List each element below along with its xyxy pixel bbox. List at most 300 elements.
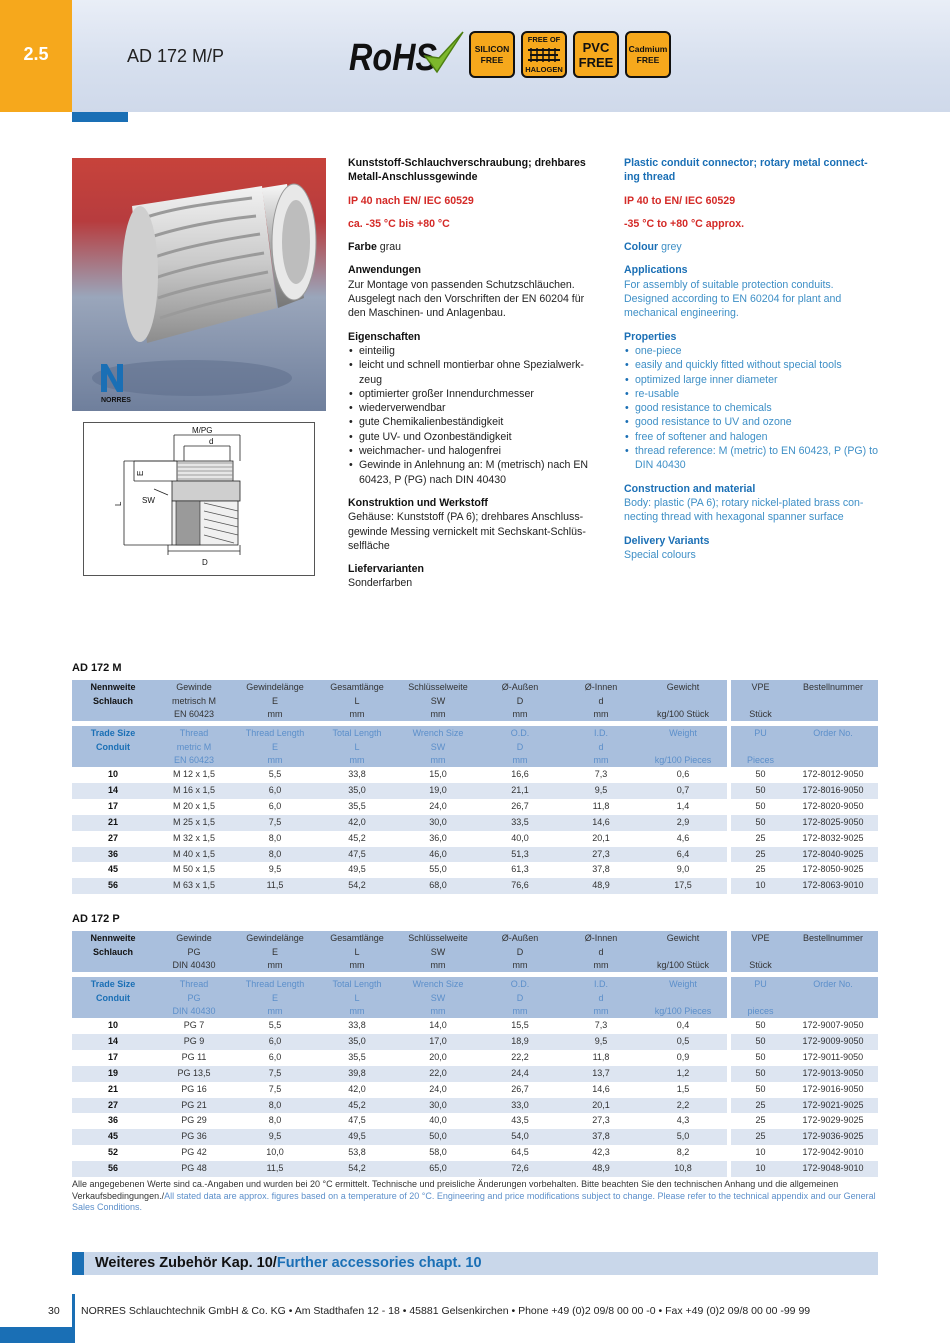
table-row [72,831,878,847]
table-cell: 25 [755,848,766,859]
header-cell [733,726,788,767]
title-en: Plastic conduit connector; rotary metal connect-ing thread [624,157,868,184]
header-line: d [598,946,604,957]
table-cell: 37,8 [592,1131,610,1142]
pvc-free-badge [573,31,619,78]
header-line: metric M [176,741,212,752]
header-line: Nennweite [90,682,136,692]
header-line: D [516,695,524,706]
column-separator [727,931,731,1177]
header-line: Gesamtlänge [330,933,384,943]
table-cell: 11,5 [266,1163,284,1174]
table-cell: 172-8063-9010 [802,880,864,891]
table-cell: 0,6 [676,769,690,779]
accessories-en: Further accessories chapt. 10 [276,1255,482,1271]
header-line: mm [349,709,365,719]
table-cell: PG 36 [181,1131,207,1142]
table-cell: 172-9048-9010 [802,1163,864,1174]
delivery-heading-en: Delivery Variants [624,534,710,547]
colour-en [624,240,880,254]
table-cell: 65,0 [429,1163,447,1174]
table-row [72,815,878,831]
header-line: DIN 40430 [172,1006,216,1016]
header-line: SW [430,741,446,752]
header-line: Schlauch [92,946,133,957]
table-cell: 1,2 [676,1067,690,1078]
table-cell: 10 [755,1147,766,1158]
norres-logo-text: NORRES [101,397,131,404]
description-german [348,156,596,591]
title-de: Kunststoff-Schlauchverschraubung; drehbares Metall-Anschlussgewinde [348,157,586,184]
header-line [72,959,154,973]
header-line [642,946,724,960]
table-cell: 50 [755,1035,766,1046]
header-line [642,992,724,1006]
table-cell: 53,8 [348,1147,366,1158]
table-cell: 52 [107,1147,118,1158]
table-cell: 7,5 [268,1067,282,1078]
table-cell: 172-8012-9050 [802,769,864,779]
header-line: mm [349,960,365,970]
badge-line: HALOGEN [525,65,563,74]
header-cell [316,726,398,767]
table-cell: M 50 x 1,5 [172,864,216,875]
table-cell: 35,0 [348,784,366,795]
table-cell: 172-9029-9025 [802,1115,864,1126]
table-cell: 17 [107,1051,118,1062]
table-cell: PG 29 [181,1115,207,1126]
header-cell [561,680,641,721]
table-cell: 2,9 [676,816,690,827]
table-cell: 172-9016-9050 [802,1083,864,1094]
header-line: L [354,946,360,957]
table-cell: 7,5 [268,816,282,827]
table-cell: 37,8 [592,864,610,875]
header-line: d [598,695,604,706]
header-line [788,754,878,768]
table-cell: 48,9 [592,880,610,891]
table-cell: 10 [107,1020,118,1030]
header-line: Nennweite [90,933,136,943]
cadmium-free-badge [625,31,671,78]
table-cell: 56 [107,880,118,891]
header-line: E [271,741,278,752]
table-cell: 172-9013-9050 [802,1067,864,1078]
table-row [72,1082,878,1098]
header-line: Ø-Außen [501,933,539,943]
list-item: • easily and quickly fitted without special tools [624,358,880,372]
header-line: mm [593,755,609,765]
ip-rating-de: IP 40 nach EN/ IEC 60529 [348,194,474,207]
header-cell [316,931,398,972]
table-cell: 61,3 [511,864,529,875]
table-header-en [72,977,878,1018]
header-cell [561,726,641,767]
product-title: AD 172 M/P [127,46,225,66]
table-cell: 7,3 [594,1020,608,1030]
header-cell [733,977,788,1018]
table-p-title: AD 172 P [72,913,120,925]
list-item: • good resistance to chemicals [624,401,880,415]
header-line: Conduit [96,741,130,752]
applications-heading-en: Applications [624,264,688,277]
table-cell: 172-8032-9025 [802,832,864,843]
header-line: Ø-Außen [501,682,539,692]
table-cell: 17,5 [674,880,692,891]
header-cell [642,680,724,721]
temperature-en: -35 °C to +80 °C approx. [624,217,745,230]
properties-list-en [624,344,880,473]
table-cell: 172-8025-9050 [802,816,864,827]
table-cell: 8,0 [268,1115,282,1126]
table-cell: 27,3 [592,1115,610,1126]
table-cell: 26,7 [511,800,529,811]
footnote-en: All stated data are approx. figures based on a temperature of 20 °C. Engineering and price modifications subject to change. Please refer to the technical appendix and our General Sales Conditions. [72,1190,876,1213]
header-line: EN 60423 [173,755,215,765]
colour-de [348,240,596,254]
table-cell: 27 [107,832,118,843]
table-cell: 21,1 [511,784,529,795]
page-number: 30 [48,1305,60,1317]
delivery-text-en: Special colours [624,548,696,561]
header-cell [733,931,788,972]
footnote [72,1179,878,1214]
dim-e: E [136,470,145,476]
table-cell: 172-9036-9025 [802,1131,864,1142]
table-cell: 47,5 [348,1115,366,1126]
table-cell: M 20 x 1,5 [172,800,216,811]
header-line: Conduit [96,992,130,1003]
table-cell: 5,5 [268,769,282,779]
table-cell: 15,0 [429,769,447,779]
table-m [72,680,878,895]
colour-value: grau [376,241,402,254]
table-cell: 46,0 [429,848,447,859]
header-cell [642,931,724,972]
list-item: • re-usable [624,387,880,401]
header-cell [398,931,478,972]
header-cell [479,931,561,972]
table-cell: 172-8040-9025 [802,848,864,859]
header-line: mm [267,755,283,765]
table-cell: 11,8 [592,1051,610,1062]
table-cell: 0,4 [676,1020,690,1030]
table-header-de [72,680,878,721]
badge-line: Cadmium [628,43,668,54]
header-cell [788,680,878,721]
header-cell [235,977,315,1018]
technical-drawing [83,422,315,576]
header-line: mm [593,709,609,719]
table-cell: 50 [755,1067,766,1078]
table-cell: M 63 x 1,5 [172,880,216,891]
table-cell: 20,0 [429,1051,447,1062]
header-cell [398,726,478,767]
header-line: mm [512,1006,528,1016]
dimension-drawing [84,423,314,575]
applications-heading-de: Anwendungen [348,264,421,277]
table-cell: 45 [107,864,118,875]
table-cell: 14,0 [429,1020,447,1030]
header-line: Stück [749,960,772,970]
description-english [624,156,880,562]
table-cell: 54,0 [511,1131,529,1142]
header-line: E [271,946,278,957]
table-cell: M 40 x 1,5 [172,848,216,859]
header-cell [479,977,561,1018]
header-line: Gewinde [176,682,212,692]
table-cell: 172-8050-9025 [802,864,864,875]
header-line: mm [430,1006,446,1016]
header-line [733,992,788,1006]
table-cell: 14 [107,1035,118,1046]
table-cell: 36,0 [429,832,447,843]
table-cell: 50,0 [429,1131,447,1142]
product-photo [72,158,326,411]
header-cell [72,680,154,721]
table-cell: 172-9007-9050 [802,1020,864,1030]
table-row [72,1161,878,1177]
table-cell: 36 [107,848,118,859]
header-line: E [271,695,278,706]
header-line: Total Length [332,728,382,738]
header-line: Bestellnummer [802,933,864,943]
header-line: Thread [179,728,209,738]
table-cell: 50 [755,1083,766,1094]
table-cell: 2,2 [676,1099,690,1110]
header-line: I.D. [593,728,608,738]
header-cell [154,726,234,767]
header-line: mm [430,709,446,719]
list-item: • Gewinde in Anlehnung an: M (metrisch) nach EN 60423, P (PG) nach DIN 40430 [348,458,596,487]
header-line: Thread Length [245,979,305,989]
table-cell: 6,0 [268,1035,282,1046]
table-row [72,1113,878,1129]
table-cell: 56 [107,1163,118,1174]
header-accent [72,112,128,122]
table-cell: 9,0 [676,864,690,875]
header-line: Schlüsselweite [408,682,468,692]
header-line: kg/100 Pieces [654,755,712,765]
table-cell: 47,5 [348,848,366,859]
header-line [72,754,154,768]
table-cell: 42,3 [592,1147,610,1158]
table-cell: PG 11 [181,1051,207,1062]
table-cell: 42,0 [348,816,366,827]
header-line: Weight [669,728,697,738]
header-cell [733,680,788,721]
dim-l: L [114,501,123,506]
table-cell: 25 [755,1115,766,1126]
header-line [788,695,878,709]
table-cell: 24,0 [429,1083,447,1094]
header-line: Stück [749,709,772,719]
table-cell: 172-9009-9050 [802,1035,864,1046]
header-line [788,992,878,1006]
badge-line: FREE [636,54,660,65]
table-cell: 1,4 [676,800,690,811]
footer-divider [72,1294,75,1343]
table-cell: 16,6 [511,769,529,779]
header-line [788,1005,878,1019]
header-line: Gesamtlänge [330,682,384,692]
header-line: mm [593,960,609,970]
header-line [642,695,724,709]
badge-line: FREE [578,54,614,70]
header-cell [642,977,724,1018]
table-cell: 25 [755,1099,766,1110]
rohs-logo [347,28,465,80]
table-cell: 5,0 [676,1131,690,1142]
table-cell: 17 [107,800,118,811]
norres-logo [79,358,133,406]
table-cell: 55,0 [429,864,447,875]
header-line [72,708,154,722]
table-cell: PG 16 [181,1083,207,1094]
delivery-heading-de: Liefervarianten [348,563,424,576]
accessories-de: Weiteres Zubehör Kap. 10/ [95,1255,277,1271]
header-line: O.D. [510,728,530,738]
header-line [788,741,878,755]
footer-accent [0,1327,72,1343]
header-line: O.D. [510,979,530,989]
table-row [72,799,878,815]
table-cell: 9,5 [594,784,608,795]
accessories-accent [72,1252,84,1275]
header-line: Thread Length [245,728,305,738]
list-item: • leicht und schnell montierbar ohne Spezialwerk-zeug [348,358,596,387]
table-cell: 9,5 [594,1035,608,1046]
table-cell: 33,0 [511,1099,529,1110]
header-line: mm [267,960,283,970]
header-line: PU [754,979,767,989]
table-cell: 25 [755,1131,766,1142]
table-row [72,1034,878,1050]
header-line [788,946,878,960]
header-cell [788,931,878,972]
table-cell: PG 42 [181,1147,207,1158]
header-line: d [598,741,604,752]
dim-d-small: d [209,437,214,446]
table-cell: 50 [755,800,766,811]
header-line: kg/100 Pieces [654,1006,712,1016]
header-line: metrisch M [171,695,216,706]
table-cell: 50 [755,1020,766,1030]
table-row [72,1050,878,1066]
table-cell: 19,0 [429,784,447,795]
temperature-de: ca. -35 °C bis +80 °C [348,217,450,230]
table-cell: 24,0 [429,800,447,811]
table-cell: 0,5 [676,1035,690,1046]
applications-text-en: For assembly of suitable protection conduits. Designed according to EN 60204 for plant and mechanical engineering. [624,278,842,320]
table-cell: 42,0 [348,1083,366,1094]
table-cell: 22,0 [429,1067,447,1078]
header-cell [72,726,154,767]
table-cell: 21 [107,816,118,827]
header-line: Schlüsselweite [408,933,468,943]
header-line: Total Length [332,979,382,989]
header-cell [479,680,561,721]
table-cell: 6,0 [268,1051,282,1062]
accessories-link[interactable] [95,1255,482,1271]
table-cell: 11,8 [592,800,610,811]
list-item: • gute UV- und Ozonbeständigkeit [348,430,596,444]
header-cell [479,726,561,767]
table-cell: 45,2 [348,832,366,843]
header-cell [561,977,641,1018]
table-row [72,783,878,799]
table-cell: 10 [755,1163,766,1174]
header-cell [72,977,154,1018]
ip-rating-en: IP 40 to EN/ IEC 60529 [624,194,736,207]
table-cell: 1,5 [676,1083,690,1094]
header-line [733,741,788,755]
table-cell: 7,3 [594,769,608,779]
header-line: D [516,946,524,957]
table-cell: 0,7 [676,784,690,795]
header-line: Gewindelänge [246,682,304,692]
table-cell: 172-9042-9010 [802,1147,864,1158]
table-cell: 49,5 [348,1131,366,1142]
header-line: Thread [179,979,209,989]
table-cell: 27 [107,1099,118,1110]
header-cell [642,726,724,767]
table-row [72,847,878,863]
header-line: mm [349,1006,365,1016]
table-cell: 13,7 [592,1067,610,1078]
table-cell: 10 [107,769,118,779]
header-line: PG [187,992,201,1003]
list-item: • weichmacher- und halogenfrei [348,444,596,458]
table-cell: 50 [755,784,766,795]
header-cell [154,931,234,972]
table-cell: 64,5 [511,1147,529,1158]
list-item: • optimized large inner diameter [624,373,880,387]
table-cell: 15,5 [511,1020,529,1030]
list-item: • thread reference: M (metric) to EN 60423, P (PG) to DIN 40430 [624,444,880,473]
table-cell: 6,4 [676,848,690,859]
footer-address: NORRES Schlauchtechnik GmbH & Co. KG • Am Stadthafen 12 - 18 • 45881 Gelsenkirchen • Phone +49 (0)2 09/8 00 00 -0 • Fax +49 (0)2 09/8 00 00 -99 99 [81,1305,811,1317]
header-line: I.D. [593,979,608,989]
table-cell: 8,0 [268,848,282,859]
table-row [72,767,878,783]
properties-heading-de: Eigenschaften [348,330,421,343]
header-line: Ø-Innen [584,933,618,943]
table-cell: 54,2 [348,1163,366,1174]
header-line: PU [754,728,767,738]
header-line: Gewinde [176,933,212,943]
table-cell: 4,3 [676,1115,690,1126]
header-line: kg/100 Stück [656,709,710,719]
header-line: mm [593,1006,609,1016]
header-cell [154,977,234,1018]
table-cell: 4,6 [676,832,690,843]
table-cell: 48,9 [592,1163,610,1174]
table-cell: 35,5 [348,800,366,811]
header-line: EN 60423 [173,709,215,719]
table-cell: 172-8020-9050 [802,800,864,811]
table-cell: 21 [107,1083,118,1094]
table-cell: 50 [755,1051,766,1062]
applications-text-de: Zur Montage von passenden Schutzschläuchen. Ausgelegt nach den Vorschriften der EN 60204 für den Maschinen- und Anlagenbau. [348,278,585,320]
footnote-de: Alle angegebenen Werte sind ca.-Angaben und wurden bei 20 °C ermittelt. Technische und preisliche Änderungen vorbehalten. Bitte beachten Sie den technischen Anhang und die allgemeinen Verkaufsbedingungen./ [72,1179,839,1201]
table-cell: 24,4 [511,1067,529,1078]
table-cell: 172-8016-9050 [802,784,864,795]
header-line: mm [430,755,446,765]
header-cell [154,680,234,721]
header-line: E [271,992,278,1003]
construction-text-en: Body: plastic (PA 6); rotary nickel-plated brass con-necting thread with hexagonal spanner surface [624,496,864,524]
